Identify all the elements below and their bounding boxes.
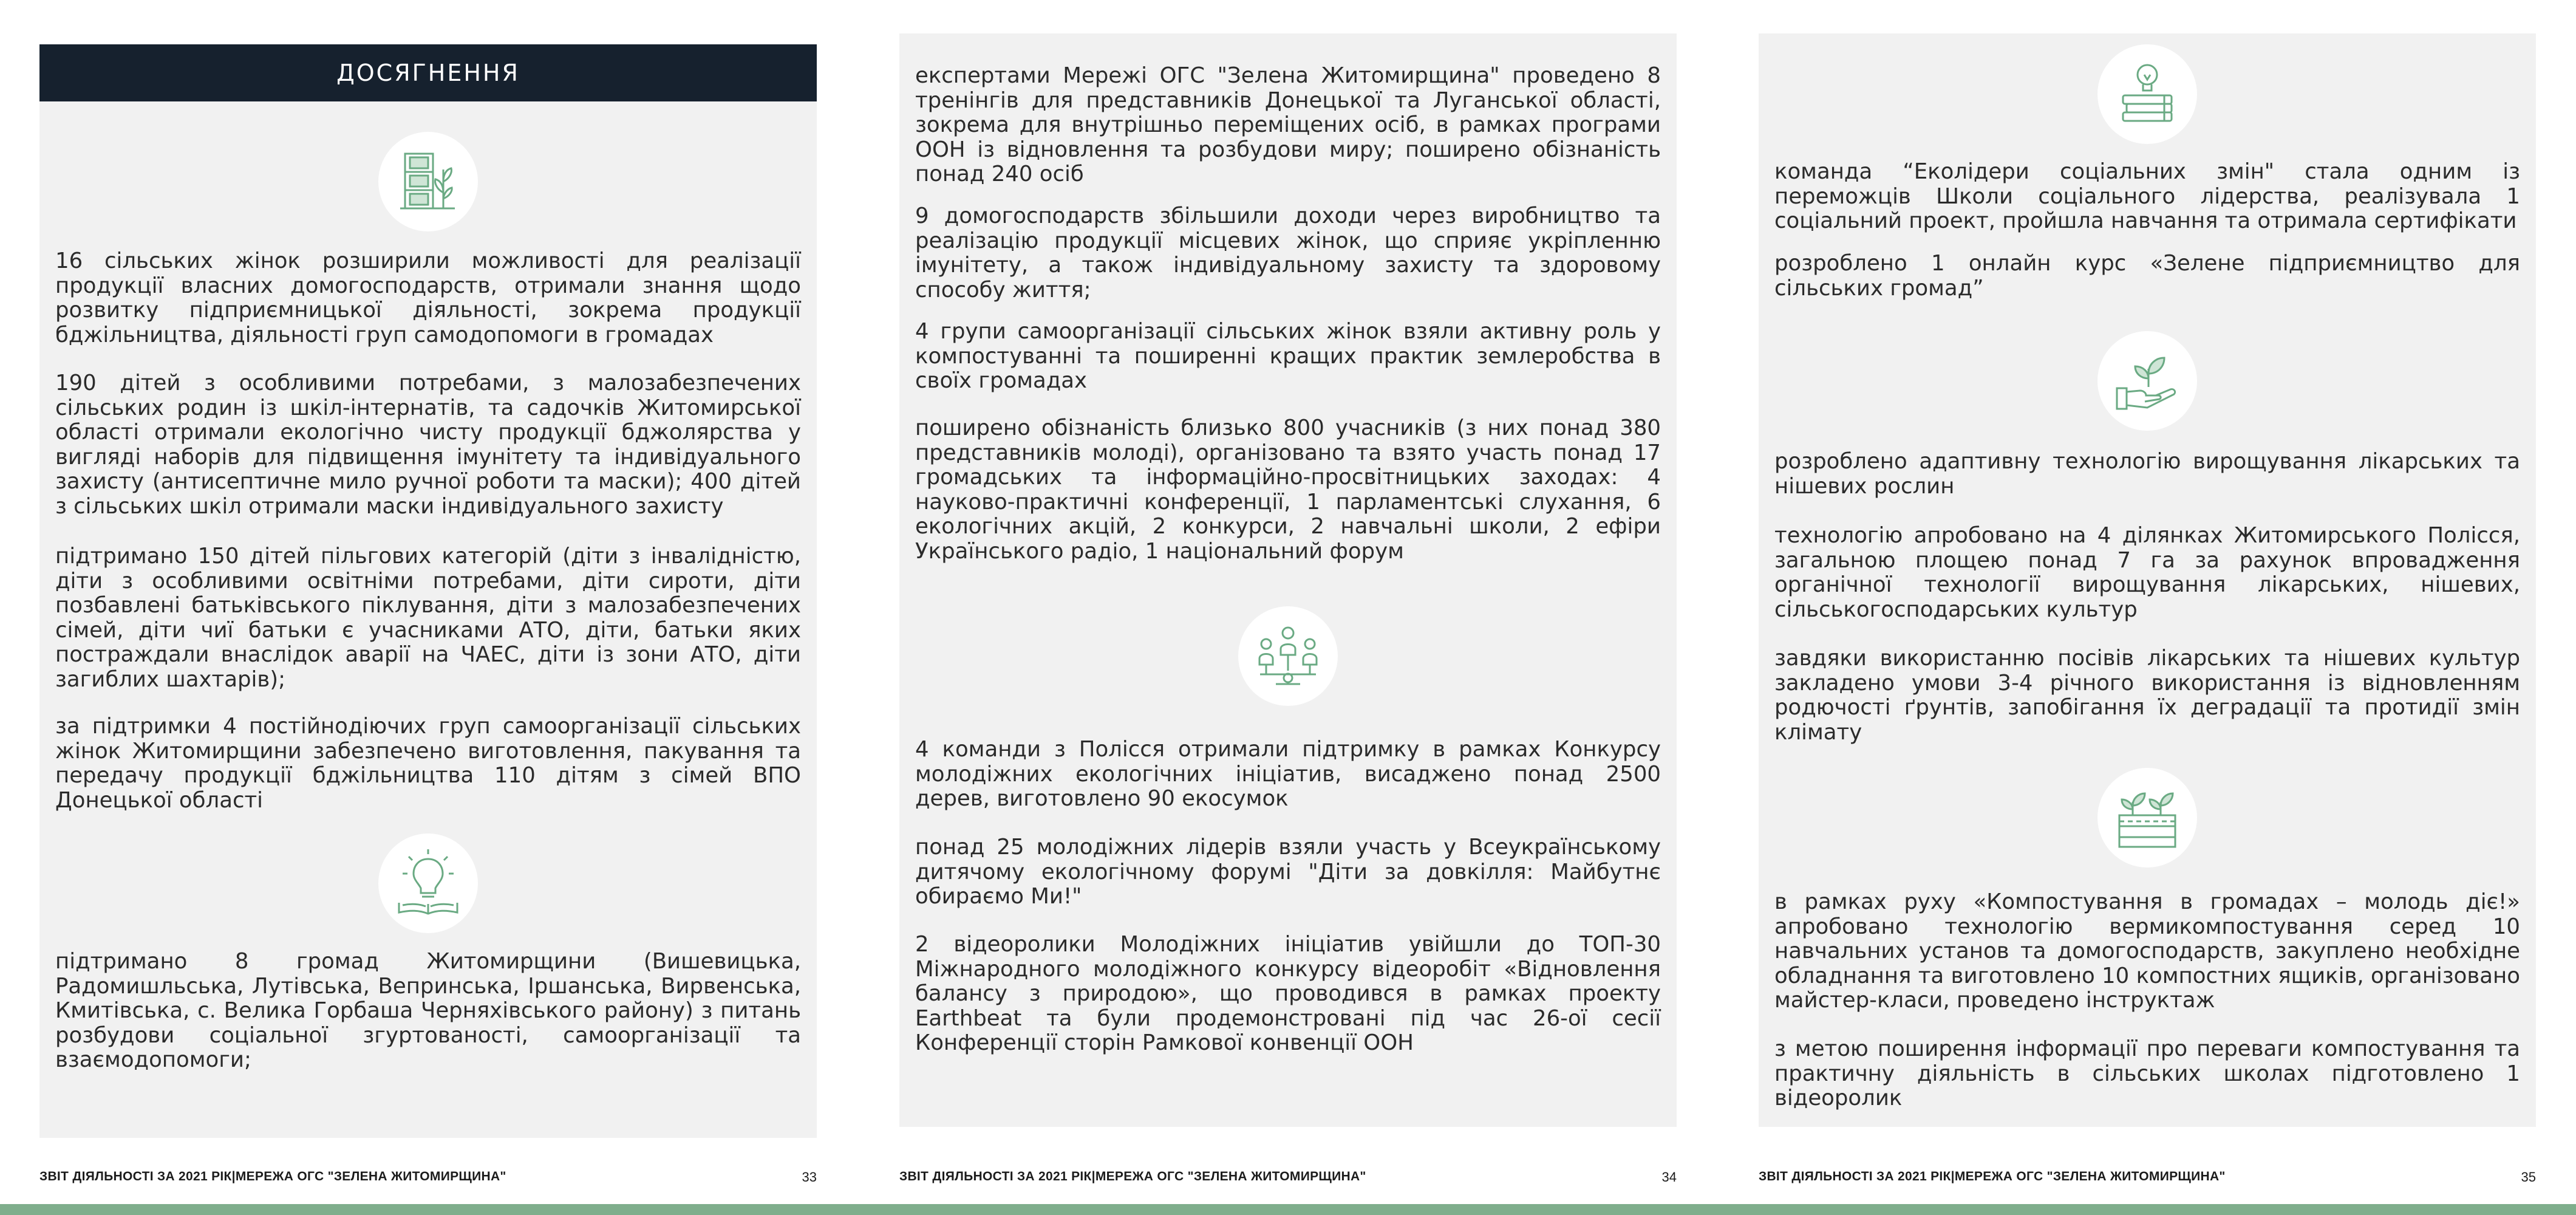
paragraph-5: підтримано 8 громад Житомирщини (Вишевицька, Радомишльська, Лутівська, Вепринська, Іршанська, Вирвенська, Кмитівська, с. Велика Горбаша Черняхівського району) з питань розбудови соціальної згуртованості, самоорганізації та взаємодопомоги;	[55, 949, 801, 1073]
lightbulb-books-icon	[2097, 44, 2197, 144]
bee-hive-shelf-icon	[378, 132, 478, 231]
paragraph-7: з метою поширення інформації про переваги компостування та практичну діяльність в сільських школах підготовлено 1 відеоролик	[1774, 1036, 2520, 1111]
people-network-icon	[1238, 606, 1338, 706]
page-number: 33	[802, 1169, 817, 1185]
paragraph-1: команда “Еколідери соціальних змін" стала одним із переможців Школи соціального лідерства, реалізувала 1 соціальний проект, пройшла навчання та отримала сертифікати	[1774, 159, 2520, 234]
compost-box-icon	[2097, 768, 2197, 868]
paragraph-1: 16 сільських жінок розширили можливості для реалізації продукції власних домогосподарств, отримали знання щодо розвитку підприємницької діяльності, зокрема продукції бджільництва, діяльності груп самодопомоги в громадах	[55, 248, 801, 347]
footer-report-title: ЗВІТ ДІЯЛЬНОСТІ ЗА 2021 РІК|МЕРЕЖА ОГС "ЗЕЛЕНА ЖИТОМИРЩИНА"	[1759, 1169, 2226, 1183]
page-number: 34	[1661, 1169, 1677, 1185]
paragraph-3: розроблено адаптивну технологію вирощування лікарських та нішевих рослин	[1774, 449, 2520, 499]
paragraph-4: поширено обізнаність близько 800 учасників (з них понад 380 представників молоді), організовано та взято участь понад 17 громадських та інформаційно-просвітницьких заходах: 4 науково-практичні конференції, 1 парламентські слухання, 6 екологічних акцій, 2 конкурси, 2 навчальні школи, 2 ефіри Українського радіо, 1 національний форум	[915, 416, 1661, 564]
page-33	[39, 0, 817, 1191]
paragraph-3: підтримано 150 дітей пільгових категорій (діти з інвалідністю, діти з особливими освітніми потребами, діти сироти, діти позбавлені батьківського піклування, діти з малозабезпечених сімей, діти чиї батьки є учасниками АТО, діти, батьки яких постраждали внаслідок аварії на ЧАЕС, діти із зони АТО, діти загиблих шахтарів);	[55, 544, 801, 692]
footer-report-title: ЗВІТ ДІЯЛЬНОСТІ ЗА 2021 РІК|МЕРЕЖА ОГС "ЗЕЛЕНА ЖИТОМИРЩИНА"	[39, 1169, 506, 1183]
page-number: 35	[2521, 1169, 2536, 1185]
paragraph-2: 190 дітей з особливими потребами, з малозабезпечених сільських родин із шкіл-інтернатів, та садочків Житомирської області отримали екологічно чисту продукції бджолярства у вигляді наборів для підвищення імунітету та індивідуального захисту (антисептичне мило ручної роботи та маски); 400 дітей з сільських шкіл отримали маски індивідуального захисту	[55, 371, 801, 519]
paragraph-6: понад 25 молодіжних лідерів взяли участь у Всеукраїнському дитячому екологічному форумі "Діти за довкілля: Майбутнє обираємо Ми!"	[915, 835, 1661, 909]
hand-plant-icon	[2097, 331, 2197, 431]
section-header	[39, 44, 817, 101]
footer-report-title: ЗВІТ ДІЯЛЬНОСТІ ЗА 2021 РІК|МЕРЕЖА ОГС "ЗЕЛЕНА ЖИТОМИРЩИНА"	[899, 1169, 1366, 1183]
paragraph-5: завдяки використанню посівів лікарських та нішевих культур закладено умови 3-4 річного використання із відновленням родючості ґрунтів, запобігання їх деградації та протидії змін клімату	[1774, 646, 2520, 745]
paragraph-2: 9 домогосподарств збільшили доходи через виробництво та реалізацію продукції місцевих жінок, що сприяє укріпленню імунітету, а також індивідуальному захисту та здоровому способу життя;	[915, 204, 1661, 303]
section-title: ДОСЯГНЕННЯ	[336, 60, 520, 86]
page-34	[899, 0, 1677, 1191]
lightbulb-book-icon	[378, 833, 478, 933]
page-35	[1759, 0, 2536, 1191]
paragraph-1: експертами Мережі ОГС "Зелена Житомирщина" проведено 8 тренінгів для представників Донецької та Луганської області, зокрема для внутрішньо переміщених осіб, в рамках програми ООН із відновлення та розбудови миру; поширено обізнаність понад 240 осіб	[915, 63, 1661, 187]
paragraph-3: 4 групи самоорганізації сільських жінок взяли активну роль у компостуванні та поширенні кращих практик землеробства в своїх громадах	[915, 319, 1661, 394]
paragraph-4: за підтримки 4 постійнодіючих груп самоорганізації сільських жінок Житомирщини забезпечено виготовлення, пакування та передачу продукції бджільництва 110 дітям з сімей ВПО Донецької області	[55, 714, 801, 813]
paragraph-2: розроблено 1 онлайн курс «Зелене підприємництво для сільських громад”	[1774, 251, 2520, 301]
paragraph-4: технологію апробовано на 4 ділянках Житомирського Полісся, загальною площею понад 7 га за рахунок впровадження органічної технології вирощування лікарських, нішевих, сільськогосподарських культур	[1774, 523, 2520, 622]
bottom-accent-strip	[0, 1204, 2576, 1215]
paragraph-6: в рамках руху «Компостування в громадах – молодь діє!» апробовано технологію вермикомпостування серед 10 навчальних установ та домогосподарств, закуплено необхідне обладнання та виготовлено 10 компостних ящиків, організовано майстер-класи, проведено інструктаж	[1774, 889, 2520, 1013]
paragraph-5: 4 команди з Полісся отримали підтримку в рамках Конкурсу молодіжних екологічних ініціатив, висаджено понад 2500 дерев, виготовлено 90 екосумок	[915, 737, 1661, 812]
paragraph-7: 2 відеоролики Молодіжних ініціатив увійшли до ТОП-30 Міжнародного молодіжного конкурсу відеоробіт «Відновлення балансу з природою», що проводився в рамках проекту Earthbeat та були продемонстровані під час 26-ої сесії Конференції сторін Рамкової конвенції ООН	[915, 932, 1661, 1056]
